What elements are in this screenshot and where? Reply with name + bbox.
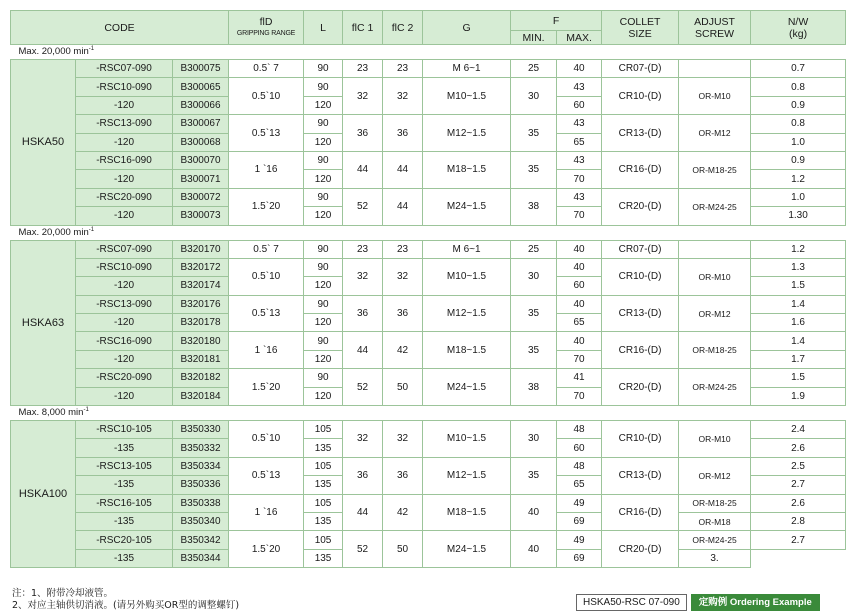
collet-cell: CR13-(D) [602, 457, 679, 494]
l-cell: 90 [304, 78, 343, 96]
f-max-cell: 70 [557, 170, 602, 188]
f-min-cell: 25 [511, 60, 557, 78]
nw-cell: 2.8 [751, 512, 846, 530]
f-max-cell: 69 [557, 549, 602, 567]
l-cell: 90 [304, 258, 343, 276]
f-max-cell: 43 [557, 151, 602, 169]
gripping-range-cell: 0.5`10 [229, 78, 304, 115]
l-cell: 90 [304, 115, 343, 133]
nw-cell: 2.6 [751, 439, 846, 457]
adjust-screw-cell: OR-M12 [679, 457, 751, 494]
l-cell: 90 [304, 60, 343, 78]
l-cell: 90 [304, 240, 343, 258]
col-nw-1: N/W [787, 15, 809, 28]
c2-cell: 42 [383, 332, 423, 369]
c1-cell: 52 [343, 188, 383, 225]
f-min-cell: 30 [511, 78, 557, 115]
f-max-cell: 43 [557, 115, 602, 133]
l-cell: 90 [304, 151, 343, 169]
spec-body [11, 45, 846, 568]
collet-cell: CR07-(D) [602, 240, 679, 258]
f-max-cell: 49 [557, 531, 602, 549]
example-part3: 07 [648, 597, 660, 608]
order-no-cell: B300070 [173, 151, 229, 169]
adjust-screw-cell: OR-M18-25 [679, 494, 751, 512]
code-cell: -135 [76, 512, 173, 530]
l-cell: 105 [304, 457, 343, 475]
f-min-cell: 35 [511, 295, 557, 332]
c2-cell: 42 [383, 494, 423, 531]
section-speed [11, 225, 846, 240]
code-cell: -135 [76, 549, 173, 567]
nw-cell: 1.5 [751, 277, 846, 295]
f-max-cell: 40 [557, 258, 602, 276]
gripping-range-cell: 1.5`20 [229, 531, 304, 568]
collet-cell: CR20-(D) [602, 369, 679, 406]
order-no-cell: B320181 [173, 350, 229, 368]
table-row [11, 240, 846, 258]
col-d-main: flD [259, 15, 273, 28]
nw-cell: 1.3 [751, 258, 846, 276]
adjust-screw-cell: OR-M24-25 [679, 531, 751, 549]
nw-cell: 2.4 [751, 421, 846, 439]
order-no-cell: B320184 [173, 387, 229, 405]
order-no-cell: B320174 [173, 277, 229, 295]
code-cell: -RSC20-090 [76, 369, 173, 387]
col-nw [751, 11, 846, 45]
collet-cell: CR07-(D) [602, 60, 679, 78]
order-no-cell: B300065 [173, 78, 229, 96]
example-part1: HSKA50 [583, 597, 622, 608]
col-nw-2: (kg) [789, 27, 808, 40]
nw-cell: 0.9 [751, 151, 846, 169]
section-row [11, 45, 846, 60]
order-no-cell: B350334 [173, 457, 229, 475]
code-cell: -RSC20-105 [76, 531, 173, 549]
adjust-screw-cell: OR-M24-25 [679, 369, 751, 406]
f-min-cell: 35 [511, 151, 557, 188]
gripping-range-cell: 1.5`20 [229, 369, 304, 406]
gripping-range-cell: 0.5`10 [229, 258, 304, 295]
g-cell: M18~1.5 [423, 494, 511, 531]
col-collet [602, 11, 679, 45]
collet-cell: CR13-(D) [602, 115, 679, 152]
c1-cell: 36 [343, 295, 383, 332]
code-cell: -RSC07-090 [76, 240, 173, 258]
speed-label: Max. 20,000 min [18, 227, 89, 239]
c1-cell: 36 [343, 115, 383, 152]
nw-cell: 0.8 [751, 115, 846, 133]
section-row [11, 225, 846, 240]
nw-cell: 0.7 [751, 60, 846, 78]
order-no-cell: B300075 [173, 60, 229, 78]
c2-cell: 44 [383, 151, 423, 188]
c2-cell: 23 [383, 240, 423, 258]
code-cell: -120 [76, 387, 173, 405]
c1-cell: 23 [343, 60, 383, 78]
f-max-cell: 40 [557, 295, 602, 313]
col-collet-1: COLLET [619, 15, 661, 28]
gripping-range-cell: 0.5`13 [229, 115, 304, 152]
order-no-cell: B300068 [173, 133, 229, 151]
c1-cell: 23 [343, 240, 383, 258]
c2-cell: 36 [383, 457, 423, 494]
gripping-range-cell: 0.5` 7 [229, 240, 304, 258]
spec-table [10, 10, 846, 568]
nw-cell: 1.4 [751, 295, 846, 313]
code-cell: -135 [76, 476, 173, 494]
l-cell: 90 [304, 332, 343, 350]
adjust-screw-cell: OR-M18 [679, 512, 751, 530]
col-adjust-2: SCREW [695, 27, 735, 40]
l-cell: 105 [304, 531, 343, 549]
order-no-cell: B300066 [173, 96, 229, 114]
col-gripping-range [229, 11, 304, 45]
col-code: CODE [11, 11, 229, 45]
gripping-range-cell: 0.5`13 [229, 295, 304, 332]
f-max-cell: 65 [557, 133, 602, 151]
nw-cell: 1.4 [751, 332, 846, 350]
table-row [11, 115, 846, 133]
order-no-cell: B320176 [173, 295, 229, 313]
col-l: L [304, 11, 343, 45]
g-cell: M12~1.5 [423, 457, 511, 494]
collet-cell: CR20-(D) [602, 188, 679, 225]
c1-cell: 32 [343, 78, 383, 115]
nw-cell: 1.0 [751, 188, 846, 206]
code-cell: -RSC20-090 [76, 188, 173, 206]
table-row [11, 531, 846, 549]
f-max-cell: 40 [557, 60, 602, 78]
f-min-cell: 30 [511, 258, 557, 295]
code-cell: -RSC13-105 [76, 457, 173, 475]
nw-cell: 3. [679, 549, 751, 567]
note-2: 2、对应主轴供切消液。(请另外购买OR型的调整螺钉) [12, 600, 240, 611]
l-cell: 90 [304, 295, 343, 313]
c1-cell: 32 [343, 258, 383, 295]
col-collet-2: SIZE [628, 27, 652, 40]
example-part4: 090 [663, 597, 680, 608]
code-cell: -RSC16-090 [76, 332, 173, 350]
l-cell: 90 [304, 188, 343, 206]
nw-cell: 2.7 [751, 531, 846, 549]
order-no-cell: B300073 [173, 207, 229, 225]
speed-label: Max. 8,000 min [18, 407, 84, 419]
speed-sup: -1 [83, 407, 89, 414]
gripping-range-cell: 0.5` 7 [229, 60, 304, 78]
f-max-cell: 41 [557, 369, 602, 387]
f-min-cell: 40 [511, 494, 557, 531]
nw-cell: 1.2 [751, 170, 846, 188]
nw-cell: 0.9 [751, 96, 846, 114]
c1-cell: 52 [343, 531, 383, 568]
order-no-cell: B320182 [173, 369, 229, 387]
ordering-example [576, 594, 820, 611]
nw-cell: 1.5 [751, 369, 846, 387]
order-no-cell: B350336 [173, 476, 229, 494]
c2-cell: 23 [383, 60, 423, 78]
adjust-screw-cell: OR-M18-25 [679, 151, 751, 188]
section-speed [11, 406, 846, 421]
col-adjust [679, 11, 751, 45]
table-row [11, 369, 846, 387]
order-no-cell: B350330 [173, 421, 229, 439]
table-row [11, 457, 846, 475]
l-cell: 105 [304, 494, 343, 512]
notes [12, 588, 239, 612]
adjust-screw-cell: OR-M12 [679, 115, 751, 152]
c1-cell: 36 [343, 457, 383, 494]
g-cell: M12~1.5 [423, 115, 511, 152]
l-cell: 135 [304, 439, 343, 457]
l-cell: 105 [304, 421, 343, 439]
g-cell: M24~1.5 [423, 188, 511, 225]
table-row [11, 151, 846, 169]
holder-cell: HSKA50 [11, 60, 76, 226]
section-speed [11, 45, 846, 60]
f-max-cell: 65 [557, 314, 602, 332]
collet-cell: CR10-(D) [602, 421, 679, 458]
c2-cell: 32 [383, 421, 423, 458]
order-no-cell: B350332 [173, 439, 229, 457]
code-cell: -120 [76, 207, 173, 225]
collet-cell: CR13-(D) [602, 295, 679, 332]
l-cell: 120 [304, 277, 343, 295]
table-row [11, 78, 846, 96]
nw-cell: 1.2 [751, 240, 846, 258]
f-max-cell: 48 [557, 457, 602, 475]
g-cell: M10~1.5 [423, 421, 511, 458]
f-max-cell: 65 [557, 476, 602, 494]
c2-cell: 32 [383, 258, 423, 295]
f-min-cell: 40 [511, 531, 557, 568]
col-f-min: MIN. [511, 31, 557, 45]
gripping-range-cell: 1 `16 [229, 494, 304, 531]
order-no-cell: B350338 [173, 494, 229, 512]
code-cell: -120 [76, 277, 173, 295]
c1-cell: 44 [343, 494, 383, 531]
c2-cell: 32 [383, 78, 423, 115]
order-no-cell: B320172 [173, 258, 229, 276]
l-cell: 120 [304, 170, 343, 188]
g-cell: M10~1.5 [423, 78, 511, 115]
speed-label: Max. 20,000 min [18, 46, 89, 58]
adjust-screw-cell: OR-M18-25 [679, 332, 751, 369]
c2-cell: 50 [383, 531, 423, 568]
f-max-cell: 49 [557, 494, 602, 512]
adjust-screw-cell: OR-M12 [679, 295, 751, 332]
l-cell: 135 [304, 549, 343, 567]
f-min-cell: 35 [511, 332, 557, 369]
example-code: HSKA50-RSC 07-090 [576, 594, 687, 611]
f-max-cell: 60 [557, 96, 602, 114]
l-cell: 135 [304, 512, 343, 530]
l-cell: 120 [304, 314, 343, 332]
code-cell: -120 [76, 96, 173, 114]
code-cell: -RSC10-105 [76, 421, 173, 439]
c2-cell: 50 [383, 369, 423, 406]
f-max-cell: 40 [557, 240, 602, 258]
col-f: F [511, 11, 602, 31]
gripping-range-cell: 0.5`13 [229, 457, 304, 494]
g-cell: M18~1.5 [423, 151, 511, 188]
collet-cell: CR16-(D) [602, 151, 679, 188]
gripping-range-cell: 1 `16 [229, 332, 304, 369]
g-cell: M18~1.5 [423, 332, 511, 369]
f-min-cell: 35 [511, 457, 557, 494]
table-row [11, 332, 846, 350]
collet-cell: CR10-(D) [602, 78, 679, 115]
col-c2: flC 2 [383, 11, 423, 45]
code-cell: -RSC13-090 [76, 115, 173, 133]
adjust-screw-cell: OR-M24-25 [679, 188, 751, 225]
order-no-cell: B320170 [173, 240, 229, 258]
nw-cell: 1.6 [751, 314, 846, 332]
g-cell: M24~1.5 [423, 369, 511, 406]
order-no-cell: B300067 [173, 115, 229, 133]
order-no-cell: B320180 [173, 332, 229, 350]
f-max-cell: 60 [557, 277, 602, 295]
nw-cell: 0.8 [751, 78, 846, 96]
collet-cell: CR16-(D) [602, 332, 679, 369]
gripping-range-cell: 1.5`20 [229, 188, 304, 225]
example-part2: RSC [624, 597, 646, 608]
table-row [11, 188, 846, 206]
nw-cell: 1.7 [751, 350, 846, 368]
code-cell: -120 [76, 350, 173, 368]
gripping-range-cell: 0.5`10 [229, 421, 304, 458]
f-max-cell: 48 [557, 421, 602, 439]
code-cell: -RSC10-090 [76, 78, 173, 96]
l-cell: 120 [304, 207, 343, 225]
f-max-cell: 60 [557, 439, 602, 457]
speed-sup: -1 [88, 46, 95, 53]
order-no-cell: B350344 [173, 549, 229, 567]
code-cell: -RSC16-105 [76, 494, 173, 512]
f-max-cell: 40 [557, 332, 602, 350]
g-cell: M10~1.5 [423, 258, 511, 295]
gripping-range-cell: 1 `16 [229, 151, 304, 188]
c2-cell: 44 [383, 188, 423, 225]
note-1: 注：1、附带冷却液管。 [12, 588, 114, 599]
g-cell: M12~1.5 [423, 295, 511, 332]
f-min-cell: 25 [511, 240, 557, 258]
section-row [11, 406, 846, 421]
holder-cell: HSKA63 [11, 240, 76, 406]
l-cell: 120 [304, 350, 343, 368]
f-max-cell: 70 [557, 207, 602, 225]
table-row [11, 421, 846, 439]
f-min-cell: 38 [511, 188, 557, 225]
adjust-screw-cell: OR-M10 [679, 258, 751, 295]
col-adjust-1: ADJUST [694, 15, 735, 28]
collet-cell: CR10-(D) [602, 258, 679, 295]
col-g: G [423, 11, 511, 45]
code-cell: -RSC07-090 [76, 60, 173, 78]
code-cell: -120 [76, 133, 173, 151]
nw-cell: 2.7 [751, 476, 846, 494]
f-min-cell: 35 [511, 115, 557, 152]
c2-cell: 36 [383, 295, 423, 332]
order-no-cell: B350340 [173, 512, 229, 530]
ordering-example-label: 定购例 Ordering Example [691, 594, 820, 611]
order-no-cell: B300072 [173, 188, 229, 206]
c1-cell: 44 [343, 332, 383, 369]
order-no-cell: B320178 [173, 314, 229, 332]
collet-cell: CR20-(D) [602, 531, 679, 568]
col-f-max: MAX. [557, 31, 602, 45]
c1-cell: 44 [343, 151, 383, 188]
speed-sup: -1 [88, 226, 95, 233]
table-row [11, 258, 846, 276]
l-cell: 120 [304, 387, 343, 405]
adjust-screw-cell [679, 60, 751, 78]
f-min-cell: 30 [511, 421, 557, 458]
l-cell: 90 [304, 369, 343, 387]
table-row [11, 494, 846, 512]
f-max-cell: 69 [557, 512, 602, 530]
g-cell: M24~1.5 [423, 531, 511, 568]
adjust-screw-cell [679, 240, 751, 258]
nw-cell: 1.0 [751, 133, 846, 151]
g-cell: M 6~1 [423, 60, 511, 78]
g-cell: M 6~1 [423, 240, 511, 258]
table-row [11, 295, 846, 313]
collet-cell: CR16-(D) [602, 494, 679, 531]
order-no-cell: B300071 [173, 170, 229, 188]
order-no-cell: B350342 [173, 531, 229, 549]
nw-cell: 2.5 [751, 457, 846, 475]
code-cell: -120 [76, 170, 173, 188]
code-cell: -RSC10-090 [76, 258, 173, 276]
c1-cell: 52 [343, 369, 383, 406]
f-max-cell: 70 [557, 350, 602, 368]
adjust-screw-cell: OR-M10 [679, 78, 751, 115]
nw-cell: 2.6 [751, 494, 846, 512]
code-cell: -135 [76, 439, 173, 457]
f-max-cell: 70 [557, 387, 602, 405]
f-max-cell: 43 [557, 188, 602, 206]
c2-cell: 36 [383, 115, 423, 152]
adjust-screw-cell: OR-M10 [679, 421, 751, 458]
nw-cell: 1.9 [751, 387, 846, 405]
col-c1: flC 1 [343, 11, 383, 45]
l-cell: 120 [304, 96, 343, 114]
code-cell: -RSC16-090 [76, 151, 173, 169]
table-row [11, 60, 846, 78]
f-max-cell: 43 [557, 78, 602, 96]
holder-cell: HSKA100 [11, 421, 76, 568]
nw-cell: 1.30 [751, 207, 846, 225]
c1-cell: 32 [343, 421, 383, 458]
f-min-cell: 38 [511, 369, 557, 406]
code-cell: -RSC13-090 [76, 295, 173, 313]
l-cell: 120 [304, 133, 343, 151]
l-cell: 135 [304, 476, 343, 494]
code-cell: -120 [76, 314, 173, 332]
col-d-sub: GRIPPING RANGE [236, 29, 296, 37]
